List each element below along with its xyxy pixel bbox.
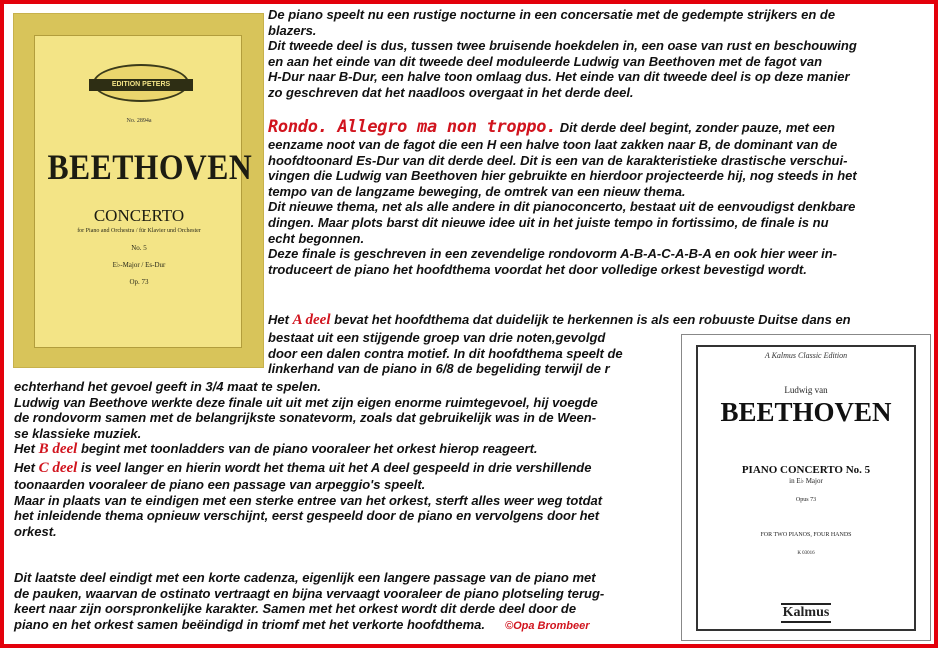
c-deel-rest: is veel langer en hierin wordt het thema uit het A deel gespeeld in drie vershillende xyxy=(80,460,592,475)
text-line: De piano speelt nu een rustige nocturne in een concersatie met de gedempte strijkers en de xyxy=(268,7,836,22)
paragraph-conclusion xyxy=(14,570,604,632)
kalmus-edition: A Kalmus Classic Edition xyxy=(764,351,848,360)
paragraph-intro xyxy=(268,7,857,101)
a-deel-rest: bevat het hoofdthema dat duidelijk te herkennen is als een robuuste Duitse dans en xyxy=(334,312,851,327)
text-line: Dit tweede deel is dus, tussen twee bruisende hoekdelen in, een oase van rust en beschouwing xyxy=(268,38,857,54)
peters-subtitle: for Piano and Orchestra / für Klavier und Orchester xyxy=(77,228,201,234)
a-deel-label: A deel xyxy=(292,312,331,328)
text-line: se klassieke muziek. xyxy=(14,425,142,441)
text-line: Maar in plaats van te eindigen met een sterke entree van het orkest, sterft alles weer weg totdat xyxy=(14,492,603,508)
text-line: echterhand het gevoel geeft in 3/4 maat te spelen. xyxy=(14,379,322,394)
kalmus-ludwig: Ludwig van xyxy=(784,385,828,395)
a-deel-line xyxy=(268,311,851,328)
c-deel-prefix: Het xyxy=(14,460,35,475)
signature: ©Opa Brombeer xyxy=(504,619,590,632)
peters-number: No. 2894a xyxy=(126,118,152,124)
kalmus-composer: BEETHOVEN xyxy=(720,397,892,427)
kalmus-publisher-logo xyxy=(698,603,914,623)
last-line-text: piano en het orkest samen beëindigd in triomf met het verkorte hoofdthema. xyxy=(14,616,485,632)
text-line: troduceert de piano het hoofdthema voordat het door volledige orkest bevestigd wordt. xyxy=(268,261,807,277)
rondo-line-rest: Dit derde deel begint, zonder pauze, met een xyxy=(559,120,835,135)
text-line xyxy=(14,617,604,633)
kalmus-publisher: Kalmus xyxy=(781,603,832,623)
text-line: keert naar zijn oorspronkelijke karakter. Samen met het orkest wordt dit derde deel door de xyxy=(14,601,577,617)
peters-no: No. 5 xyxy=(131,244,147,252)
text-line: dingen. Maar plots barst dit nieuwe idee uit in het juiste tempo in fortissimo, de finale is nu xyxy=(268,214,829,230)
peters-title: CONCERTO xyxy=(93,206,185,225)
text-line: Dit laatste deel eindigt met een korte cadenza, eigenlijk een langere passage van de piano met xyxy=(14,570,596,585)
b-deel-prefix: Het xyxy=(14,441,35,456)
peters-opus: Op. 73 xyxy=(129,278,149,286)
text-line: tempo van de langzame beweging, de omtrek van een nieuw thema. xyxy=(268,183,686,199)
c-deel-line xyxy=(14,460,591,476)
peters-logo-text: EDITION PETERS xyxy=(89,79,193,91)
b-deel-rest: begint met toonladders van de piano vooraleer het orkest hierop reageert. xyxy=(80,441,538,456)
text-line: vingen die Ludwig van Beethoven hier gebruikte en hierdoor projecteerde hij, nog steeds in het xyxy=(268,168,857,184)
kalmus-cover-inner xyxy=(696,345,916,631)
text-line: orkest. xyxy=(14,523,57,539)
c-deel-label: C deel xyxy=(38,460,78,476)
paragraph-rondo xyxy=(268,137,857,277)
kalmus-cover-image xyxy=(681,334,931,641)
text-line: bestaat uit een stijgende groep van drie noten,gevolgd xyxy=(268,330,606,345)
text-line: Ludwig van Beethove werkte deze finale uit uit met zijn eigen enorme ruimtegevoel, hij voegde xyxy=(14,394,598,410)
peters-composer: BEETHOVEN xyxy=(47,147,253,187)
text-line: de pauken, waarvan de ostinato vertraagt en bijna vervaagt vooraleer de piano plotseling terug- xyxy=(14,585,605,601)
kalmus-key: in E♭ Major xyxy=(789,477,823,485)
text-line: Dit nieuwe thema, net als alle andere in dit pianoconcerto, bestaat uit de eenvoudigst denkbare xyxy=(268,199,856,215)
paragraph-c-deel xyxy=(14,477,602,539)
text-line: en aan het einde van dit tweede deel moduleerde Ludwig van Beethoven met de fagot van xyxy=(268,53,823,69)
text-line: linkerhand van de piano in 6/8 de begeliding terwijl de r xyxy=(268,361,610,377)
b-deel-line xyxy=(14,441,538,457)
peters-cover-image xyxy=(13,13,264,368)
peters-key: E♭-Major / Es-Dur xyxy=(112,261,166,269)
text-line: door een dalen contra motief. In dit hoofdthema speelt de xyxy=(268,345,623,361)
text-line: eenzame noot van de fagot die een H een halve toon laat zakken naar B, de dominant van de xyxy=(268,137,838,152)
text-line: H-Dur naar B-Dur, een halve toon omlaag dus. Het einde van dit tweede deel is op deze manier xyxy=(268,69,850,85)
kalmus-title: PIANO CONCERTO No. 5 xyxy=(741,464,871,476)
a-deel-prefix: Het xyxy=(268,312,289,327)
kalmus-opus: Opus 73 xyxy=(795,497,817,503)
text-line: de rondovorm samen met de belangrijkste sonatevorm, zoals dat gebruikelijk was in de Ween- xyxy=(14,410,597,426)
peters-logo xyxy=(93,64,189,102)
rondo-heading: Rondo. Allegro ma non troppo. xyxy=(268,117,557,137)
text-line: toonaarden vooraleer de piano een passage van arpeggio's speelt. xyxy=(14,477,426,492)
peters-cover-inner xyxy=(34,35,253,348)
text-line: het inleidende thema opnieuw verschijnt, eerst gespeeld door de piano en vervolgens door het xyxy=(14,508,600,524)
kalmus-code: K 03016 xyxy=(797,551,815,556)
text-line: blazers. xyxy=(268,22,317,38)
text-line: hoofdtoonard Es-Dur van dit derde deel. Dit is een van de karakteristieke drastische verschui- xyxy=(268,152,848,168)
text-line: zo geschreven dat het naadloos overgaat in het derde deel. xyxy=(268,84,634,100)
paragraph-finale xyxy=(14,379,598,441)
paragraph-a-deel xyxy=(268,330,623,377)
text-line: Deze finale is geschreven in een zevendelige rondovorm A-B-A-C-A-B-A en ook hier weer in- xyxy=(268,246,837,262)
b-deel-label: B deel xyxy=(38,441,78,457)
text-line: echt begonnen. xyxy=(268,230,365,246)
rondo-line xyxy=(268,117,835,137)
kalmus-instrumentation: FOR TWO PIANOS, FOUR HANDS xyxy=(760,532,852,538)
